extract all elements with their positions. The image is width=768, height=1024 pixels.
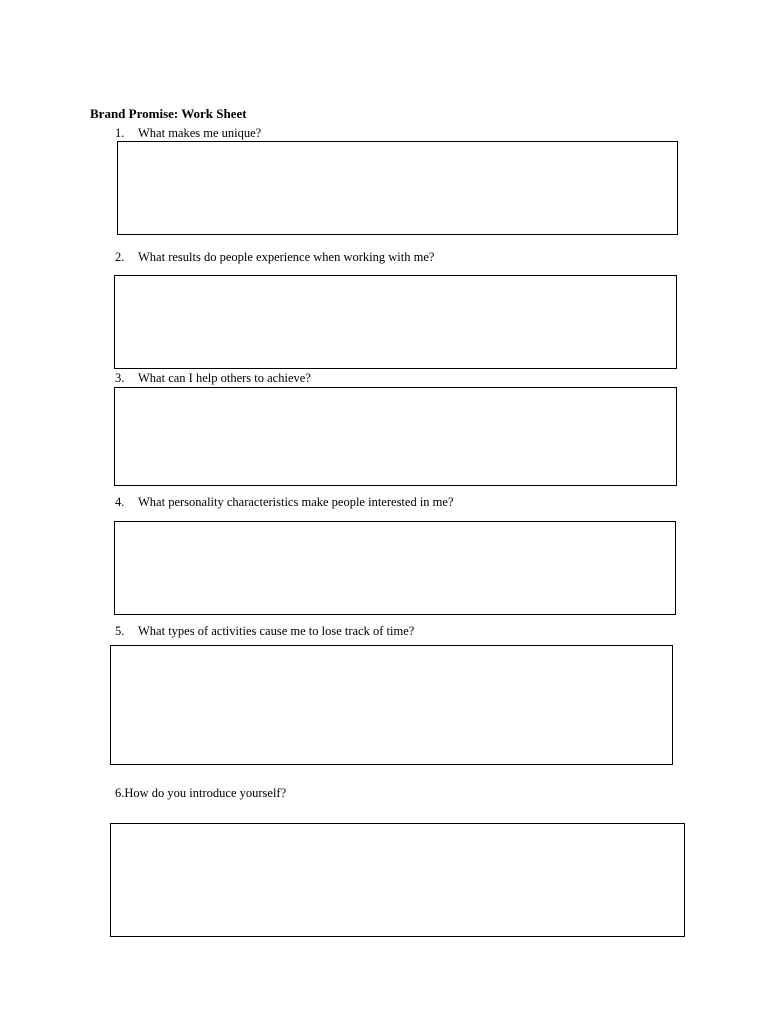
answer-box-1[interactable] (117, 141, 678, 235)
question-6-text: How do you introduce yourself? (124, 786, 287, 800)
worksheet-title: Brand Promise: Work Sheet (90, 106, 247, 121)
answer-box-5[interactable] (110, 645, 673, 765)
question-3-text: What can I help others to achieve? (138, 371, 311, 385)
question-4-number: 4. (115, 495, 125, 509)
question-5-text: What types of activities cause me to lose track of time? (138, 624, 415, 638)
question-2-text: What results do people experience when working with me? (138, 250, 435, 264)
question-5 (115, 623, 414, 639)
question-2 (115, 249, 434, 265)
answer-box-6[interactable] (110, 823, 685, 937)
question-1-number: 1. (115, 126, 125, 140)
answer-box-2[interactable] (114, 275, 677, 369)
question-2-number: 2. (115, 250, 125, 264)
question-1-text: What makes me unique? (138, 126, 262, 140)
question-4 (115, 494, 454, 510)
answer-box-3[interactable] (114, 387, 677, 486)
question-3-number: 3. (115, 371, 125, 385)
question-4-text: What personality characteristics make people interested in me? (138, 495, 454, 509)
question-3 (115, 370, 311, 386)
question-6-number: 6. (115, 786, 125, 800)
question-1 (115, 125, 261, 141)
answer-box-4[interactable] (114, 521, 676, 615)
question-6 (115, 785, 286, 801)
question-5-number: 5. (115, 624, 125, 638)
